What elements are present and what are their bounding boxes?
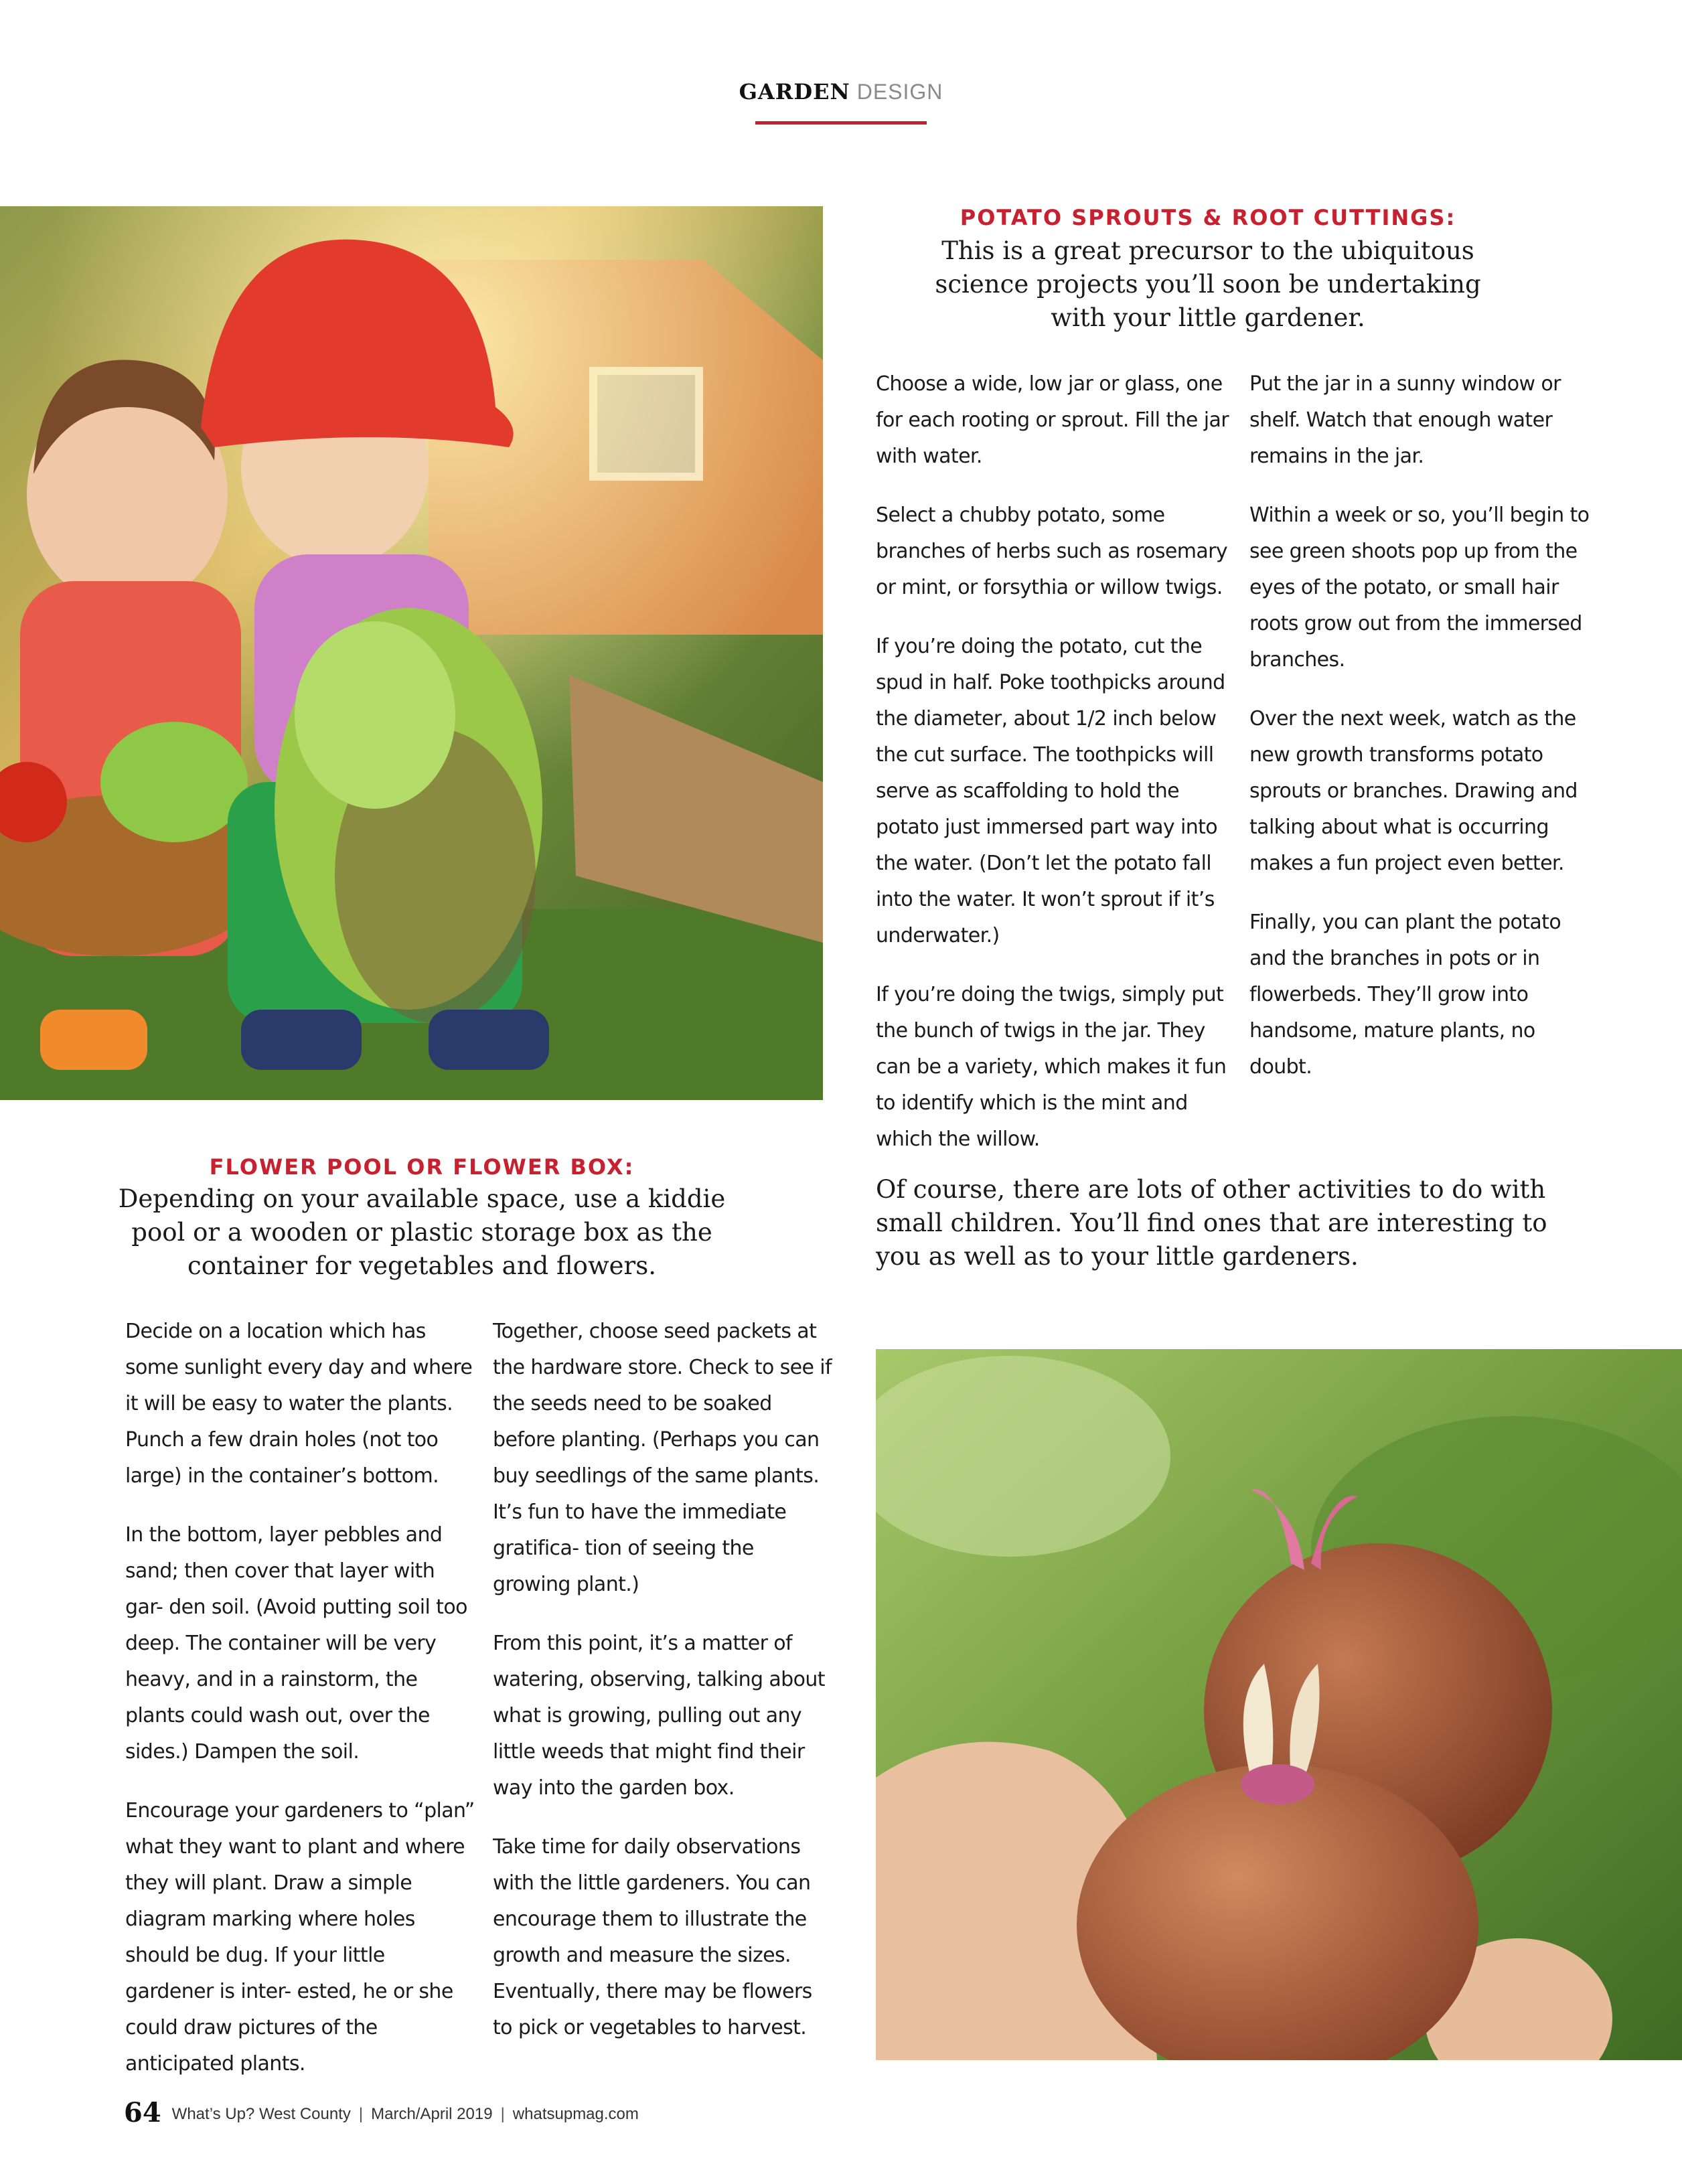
closing-line: Of course, there are lots of other activities to do with (876, 1175, 1546, 1204)
page-number: 64 (124, 2097, 161, 2128)
header-rule (755, 121, 927, 125)
flower-section-title: FLOWER POOL OR FLOWER BOX: (209, 1154, 635, 1180)
paragraph: Over the next week, watch as the new growth transforms potato sprouts or branches. Drawing and talking about what is occurring makes a fun project even better. (1249, 707, 1578, 875)
potato-column-1 (876, 366, 1231, 1180)
paragraph: If you’re doing the potato, cut the spud in half. Poke toothpicks around the diameter, about 1/2 inch below the cut surface. The toothpicks will serve as scaffolding to hold the potato just immersed part way into the water. (Don’t let the potato fall into the water. It won’t sprout if it’s underwater.) (876, 635, 1225, 947)
paragraph: Choose a wide, low jar or glass, one for each rooting or sprout. Fill the jar with water. (876, 372, 1229, 468)
page-footer: 64 What’s Up? West County | March/April 2019 | whatsupmag.com (124, 2097, 639, 2128)
paragraph: Within a week or so, you’ll begin to see green shoots pop up from the eyes of the potato, or small hair roots grow out from the immersed branches. (1249, 503, 1590, 672)
paragraph: Select a chubby potato, some branches of herbs such as rosemary or mint, or forsythia or willow twigs. (876, 503, 1228, 599)
website-link[interactable]: whatsupmag.com (512, 2105, 639, 2123)
paragraph: Finally, you can plant the potato and the branches in pots or in flowerbeds. They’ll grow into handsome, mature plants, no doubt. (1249, 911, 1561, 1079)
closing-line: you as well as to your little gardeners. (876, 1242, 1359, 1271)
flower-section-intro (87, 1182, 757, 1283)
intro-line: with your little gardener. (1051, 303, 1365, 332)
publication-name: What’s Up? West County (171, 2105, 351, 2123)
intro-line: container for vegetables and flowers. (187, 1251, 656, 1280)
paragraph: If you’re doing the twigs, simply put the bunch of twigs in the jar. They can be a variety, which makes it fun to identify which is the mint and which the willow. (876, 983, 1227, 1151)
potato-column-2 (1249, 366, 1598, 1108)
children-gardening-photo (0, 206, 823, 1100)
flower-column-1 (125, 1314, 476, 2105)
potato-section-title: POTATO SPROUTS & ROOT CUTTINGS: (960, 205, 1456, 230)
intro-line: Depending on your available space, use a kiddie (118, 1184, 726, 1213)
paragraph: Put the jar in a sunny window or shelf. Watch that enough water remains in the jar. (1249, 372, 1561, 468)
intro-line: science projects you’ll soon be undertaking (935, 270, 1481, 299)
section-header (0, 79, 1682, 104)
subsection-name: DESIGN (856, 80, 943, 104)
intro-line: This is a great precursor to the ubiquitous (941, 236, 1474, 265)
intro-line: pool or a wooden or plastic storage box as the (131, 1218, 712, 1247)
section-name: GARDEN (739, 79, 850, 104)
paragraph: In the bottom, layer pebbles and sand; then cover that layer with gar- den soil. (Avoid putting soil too deep. The container will be very heavy, and in a rainstorm, the plants could wash out, over the sides.) Dampen the soil. (125, 1523, 467, 1764)
flower-column-2 (493, 1314, 834, 2069)
sprouting-potatoes-photo (876, 1349, 1682, 2060)
issue-date: March/April 2019 (371, 2105, 493, 2123)
potato-section-intro (870, 234, 1545, 335)
paragraph: Encourage your gardeners to “plan” what they want to plant and where they will plant. Draw a simple diagram marking where holes should be dug. If your little gardener is inter- ested, he or she could draw pictures of the anticipated plants. (125, 1799, 475, 2076)
closing-paragraph (876, 1173, 1612, 1273)
paragraph: Decide on a location which has some sunlight every day and where it will be easy to water the plants. Punch a few drain holes (not too large) in the container’s bottom. (125, 1320, 473, 1488)
closing-line: small children. You’ll find ones that are interesting to (876, 1208, 1547, 1237)
paragraph: From this point, it’s a matter of watering, observing, talking about what is growing, pulling out any little weeds that might find their way into the garden box. (493, 1632, 825, 1800)
paragraph: Take time for daily observations with the little gardeners. You can encourage them to illustrate the growth and measure the sizes. Eventually, there may be flowers to pick or vegetables to harvest. (493, 1835, 812, 2039)
paragraph: Together, choose seed packets at the hardware store. Check to see if the seeds need to be soaked before planting. (Perhaps you can buy seedlings of the same plants. It’s fun to have the immediate gratifica- tion of seeing the growing plant.) (493, 1320, 832, 1596)
